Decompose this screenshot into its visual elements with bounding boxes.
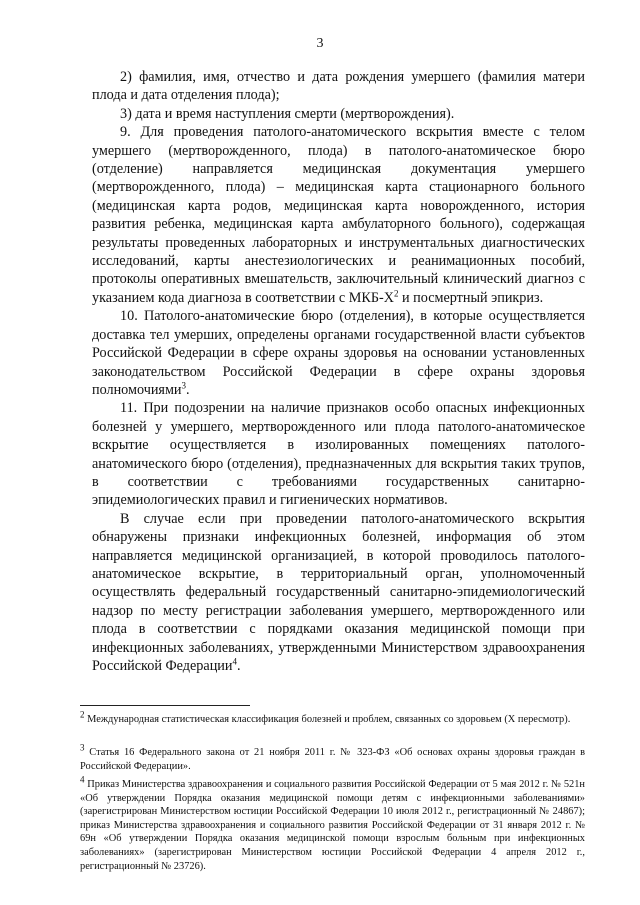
paragraph-item-3: 3) дата и время наступления смерти (мертворождения). [120, 105, 455, 122]
footnote-ref-3: 3 [181, 380, 187, 391]
footnote-2-text: Международная статистическая классификация болезней и проблем, связанных со здоровьем (X пересмотр). [87, 714, 571, 725]
paragraph-10 [92, 307, 585, 399]
footnote-3-mark: 3 [80, 742, 85, 753]
footnote-4-text: Приказ Министерства здравоохранения и социального развития Российской Федерации от 5 мая 2012 г. № 521н «Об утверждении Порядка оказания медицинской помощи детям с инфекционными заболеваниями» (зарегистрирован Министерством юстиции Российской Федерации 10 июля 2012 г., регистрационный № 24867); приказ Министерства здравоохранения и социального развития Российской Федерации от 31 января 2012 г. № 69н «Об утверждении Порядка оказания медицинской помощи взрослым больным при инфекционных заболеваниях» (зарегистрирован Министерством юстиции Российской Федерации 4 апреля 2012 г., регистрационный № 23726). [80, 779, 585, 872]
paragraph-item-2: 2) фамилия, имя, отчество и дата рождения умершего (фамилия матери плода и дата отделения плода); [92, 69, 585, 104]
paragraph-infection-end: . [236, 658, 241, 674]
footnote-ref-4: 4 [232, 656, 237, 667]
paragraph-infection-text: В случае если при проведении патолого-анатомического вскрытия обнаружены признаки инфекционных болезней, информация об этом направляется медицинской организацией, в которой проводилось патолого-анатомическое вскрытие, в территориальный орган, уполномоченный осуществлять федеральный государственный санитарно-эпидемиологический надзор по месту регистрации заболевания умершего, мертворожденного или плода в соответствии с порядками оказания медицинской помощи при инфекционных заболеваниях, утвержденными Министерством здравоохранения Российской Федерации [92, 510, 585, 674]
paragraph-9-end: и посмертный эпикриз. [398, 289, 544, 306]
footnote-divider [80, 705, 250, 706]
footnote-4 [80, 774, 585, 873]
paragraph-11: 11. При подозрении на наличие признаков особо опасных инфекционных болезней у умершего, мертворожденного или плода патолого-анатомическое вскрытие осуществляется в изолированных помещениях патолого-анатомического бюро (отделения), предназначенных для вскрытия таких трупов, в соответствии с требованиями государственных санитарно-эпидемиологических правил и гигиенических нормативов. [92, 400, 585, 509]
footnote-ref-2: 2 [393, 288, 399, 299]
paragraph-10-text: 10. Патолого-анатомические бюро (отделения), в которые осуществляется доставка тел умерших, определены органами государственной власти субъектов Российской Федерации в сфере охраны здоровья на основании установленных законодательством Российской Федерации в сфере охраны здоровья полномочиями [92, 308, 585, 398]
footnote-3 [80, 742, 585, 773]
paragraph-9-text: 9. Для проведения патолого-анатомического вскрытия вместе с телом умершего (мертворожденного, плода) в патолого-анатомическое бюро (отделение) направляется медицинская документация умершего (мертворожденного, плода) – медицинская карта стационарного больного (медицинская карта родов, медицинская карта новорожденного, история развития ребенка, медицинская карта амбулаторного больного), содержащая результаты проведенных лабораторных и инструментальных диагностических исследований, карты анестезиологических и реанимационных пособий, протоколы оперативных вмешательств, заключительный клинический диагноз с указанием кода диагноза в соответствии с МКБ-Х [92, 124, 585, 306]
paragraph-infection-report [92, 510, 585, 676]
paragraph-9 [92, 123, 585, 307]
document-body [92, 68, 585, 675]
footnote-3-text: Статья 16 Федерального закона от 21 ноября 2011 г. № 323-ФЗ «Об основах охраны здоровья граждан в Российской Федерации». [80, 747, 585, 772]
footnote-4-mark: 4 [80, 774, 85, 785]
footnote-2-mark: 2 [80, 709, 85, 720]
paragraph-10-end: . [186, 381, 190, 398]
footnote-2 [80, 709, 585, 727]
page-number: 3 [316, 36, 324, 51]
